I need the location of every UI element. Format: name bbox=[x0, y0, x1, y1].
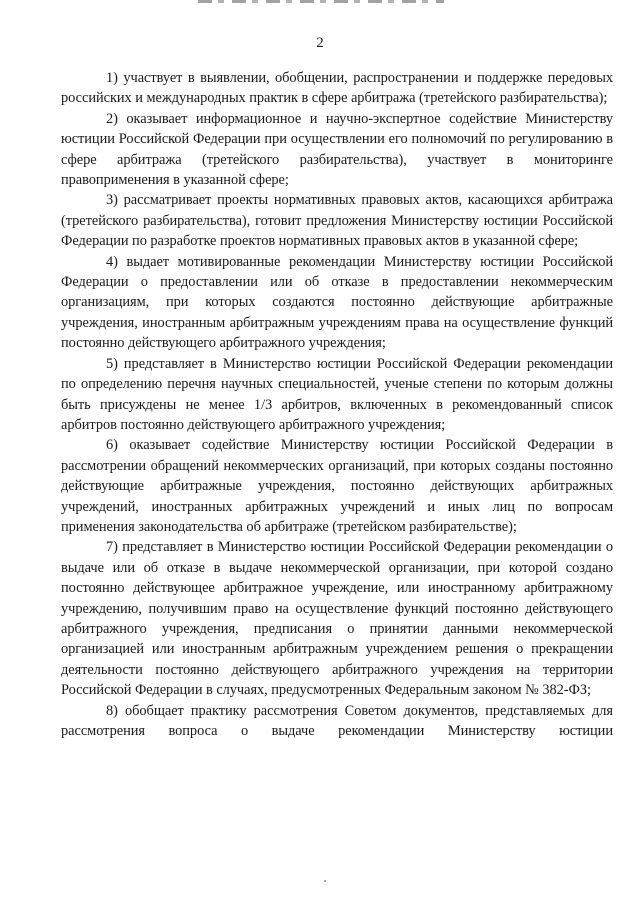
list-item-5: 5) представляет в Министерство юстиции Российской Федерации рекомендации по определению перечня научных специальностей, ученые степени по которым должны быть присуждены не менее 1/3 арбитров, включенных в рекомендованный список арбитров постоянно действующего арбитражного учреждения; bbox=[61, 355, 613, 433]
list-item-7: 7) представляет в Министерство юстиции Российской Федерации рекомендации о выдаче или об отказе в выдаче некоммерческой организации, при которой создано постоянно действующее арбитражное учреждение, или иностранному арбитражному учреждению, получившим право на осуществление функций постоянно действующего арбитражного учреждения, предписания о принятии данными некоммерческой организацией или иностранным арбитражным учреждением решения о прекращении деятельности постоянно действующего арбитражного учреждения на территории Российской Федерации в случаях, предусмотренных Федеральным законом № 382-ФЗ; bbox=[61, 539, 613, 699]
page-number: 2 bbox=[316, 35, 324, 51]
scan-edge-artifact bbox=[198, 0, 444, 3]
list-item-3: 3) рассматривает проекты нормативных правовых актов, касающихся арбитража (третейского разбирательства), готовит предложения Министерству юстиции Российской Федерации по разработке проектов нормативных правовых актов в указанной сфере; bbox=[61, 192, 613, 250]
list-item-8: 8) обобщает практику рассмотрения Советом документов, представляемых для рассмотрения вопроса о выдаче рекомендации Министерству юстиции bbox=[61, 702, 613, 739]
document-body bbox=[61, 68, 613, 741]
list-item-1: 1) участвует в выявлении, обобщении, распространении и поддержке передовых российских и международных практик в сфере арбитража (третейского разбирательства); bbox=[61, 70, 613, 107]
list-item-6: 6) оказывает содействие Министерству юстиции Российской Федерации в рассмотрении обращений некоммерческих организаций, при которых созданы постоянно действующие арбитражные учреждения, постоянно действующих арбитражных учреждений, иностранных арбитражных учреждений и иных лиц по вопросам применения законодательства об арбитраже (третейском разбирательстве); bbox=[61, 437, 613, 535]
list-item-2: 2) оказывает информационное и научно-экспертное содействие Министерству юстиции Российской Федерации при осуществлении его полномочий по регулированию в сфере арбитража (третейского разбирательства), участвует в мониторинге правоприменения в указанной сфере; bbox=[61, 110, 613, 189]
list-item-4: 4) выдает мотивированные рекомендации Министерству юстиции Российской Федерации о предоставлении или об отказе в предоставлении некоммерческим организациям, при которых создаются постоянно действующие арбитражные учреждения, иностранным арбитражным учреждениям права на осуществление функций постоянно действующего арбитражного учреждения; bbox=[61, 253, 613, 352]
scan-speck bbox=[324, 880, 326, 882]
